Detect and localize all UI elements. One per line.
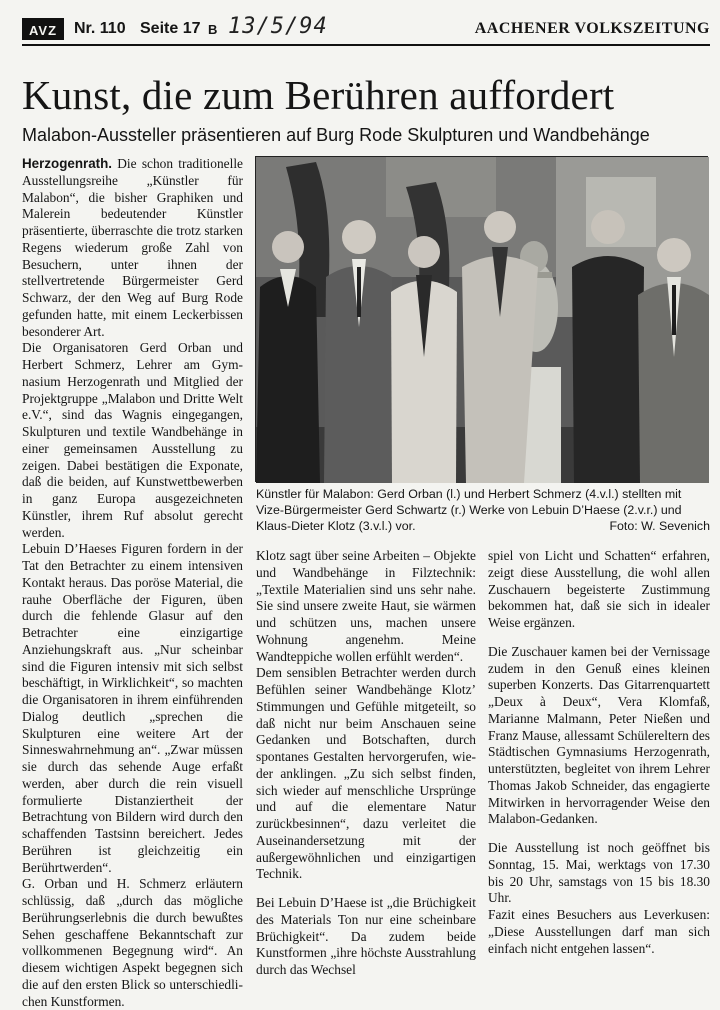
article-paragraph: Fazit eines Besuchers aus Leverkusen: „Diese Ausstellungen darf man sich einfach nicht entgehen lassen“. (488, 907, 710, 956)
article-paragraph: Lebuin D’Haeses Figuren fordern in der Tat den Betrachter zu einem intensiven Kontakt heraus. Das poröse Material, die rauhe Oberfläche der Figuren, üben durch die fehlende Glasur auf den Betrachter eine einzigartige Anziehungskraft aus. „Nur scheinbar sind die Figuren intensiv mit sich selbst beschäftigt, in Wirklichkeit“, so machten die Organisatoren in ihrem einführenden Dialog deutlich „sprechen die Skulpturen eine weitere Art der Sinneswahrnehmung an“. „Zwar müssen sie durch das sehende Auge erfaßt werden, aber durch die rein visuell formulierte Distanziertheit der Betrachtung von Bildern wird durch den schaffenden Tastsinn bereichert. Jedes Berühren ist gleichzeitig ein Berührtwerden“. (22, 541, 243, 875)
photo-illustration (256, 157, 709, 483)
article-paragraph: Klotz sagt über seine Arbeiten – Objekte und Wandbehänge in Filztechnik: „Textile Materialien sind uns sehr nahe. Sie sind unsere zweite Haut, sie wärmen und schützen uns, machen unsere Wohnung angenehm. Meine Wandteppiche wollen erfühlt werden“. (256, 548, 476, 664)
paper-name: AACHENER VOLKSZEITUNG (474, 20, 710, 37)
page-number: Seite 17 (140, 20, 201, 37)
photo-credit: Foto: W. Sevenich (609, 519, 710, 533)
photo-caption (256, 486, 710, 534)
article-paragraph: Die Ausstellung ist noch geöffnet bis Sonntag, 15. Mai, werktags von 17.30 bis 20 Uhr, samstags von 15 bis 18.30 Uhr. (488, 840, 710, 906)
paragraph-text: Die schon traditionelle Ausstellungsreihe „Künstler für Malabon“, die bisher Graphiken und Malerein bedeutender Künstler präsentierte, überraschte die trotz starken Regens wiederum große Zahl von Besuchern, unter ihnen der stellvertretende Bürgermeister Gerd Schwarz, der den Weg auf Burg Rode gefunden hatte, mit einem Leckerbissen besonderer Art. (22, 156, 243, 339)
article-paragraph: Die Zuschauer kamen bei der Vernissage zudem in den Genuß eines kleinen superben Konzerts. Das Gitarrenquartett „Deux à Deux“, Vera Klomfaß, Marianne Malmann, Peter Nießen und Franz Mause, allessamt Schülereltern des Städtischen Gymnasiums Herzogenrath, unterstützten, begleitet von ihrem Lehrer Thomas Jakob Schneider, das engagierte Mitwirken in hervorragender Weise den Malabon-Gedanken. (488, 643, 710, 827)
caption-text: Künstler für Malabon: Gerd Orban (l.) und Herbert Schmerz (4.v.l.) stellten mit Vize-Bürgermeister Gerd Schwartz (r.) Werke von Lebuin D’Haese (2.v.r.) und Klaus-Dieter Klotz (3.v.l.) vor. (256, 487, 682, 533)
article-paragraph: spiel von Licht und Schatten“ erfahren, zeigt diese Ausstellung, die wohl allen Zuschauern begeisterte Zustimmung bekommen hat, daß sie sich in idealer Weise ergänzen. (488, 548, 710, 630)
article-paragraph: Bei Lebuin D’Haese ist „die Brüchigkeit des Materials Ton nur eine scheinbare Brüchigkeit“. Da zudem beide Kunstformen „ihre höchste Ausstrahlung durch das Wechsel (256, 895, 476, 977)
article-column-1 (22, 156, 243, 1009)
masthead (22, 14, 710, 44)
article-photo (255, 156, 708, 482)
article-headline: Kunst, die zum Berühren auffordert (22, 72, 615, 118)
issue-number: Nr. 110 (74, 20, 126, 37)
article-paragraph: Die Organisatoren Gerd Orban und Herbert Schmerz, Lehrer am Gymnasium Herzogenrath und Mitglied der Projektgruppe „Malabon und Dritte Welt e.V.“, sind das Wagnis eingegangen, Skulpturen und textile Wandbehänge in einer gemeinsamen Ausstellung zu zeigen. Dabei bestätigen die Exponate, daß die beiden, auf Kunstwettbewerben in ganz Europa ausgezeichneten Künstler, ihrem Ruf absolut gerecht werden. (22, 340, 243, 540)
article-subheadline: Malabon-Aussteller präsentieren auf Burg Rode Skulpturen und Wandbehänge (22, 125, 650, 145)
masthead-rule (22, 44, 710, 46)
article-column-3 (488, 548, 710, 990)
article-paragraph (22, 156, 243, 340)
article-column-2 (256, 548, 476, 990)
handwritten-date: 13/5/94 (228, 14, 328, 39)
section-letter: B (208, 22, 218, 37)
article-paragraph: Dem sensiblen Betrachter werden durch Befühlen seiner Wandbehänge Klotz’ Stimmungen und Gefühle mitgeteilt, so daß nicht nur beim Anschauen seine Gedanken und Botschaften, durch spontanes Gestalten hervorgerufen, wieder anklingen. „Zu sich selbst finden, sich wieder auf menschliche Ursprünge und auf die elementare Natur zurückbesinnen“, dazu verleitet die Auseinandersetzung mit der außergewöhnlichen und einzigartigen Technik. (256, 665, 476, 882)
newspaper-logo: AVZ (22, 18, 64, 40)
dateline: Herzogenrath. (22, 156, 113, 171)
article-paragraph: G. Orban und H. Schmerz erläutern schlüssig, daß „durch das mögliche Berührungserlebnis die durch bewußtes Sehen geschaffene Bekanntschaft zur vollkommenen Begegnung wird“. An diesem wichtigen Aspekt begegnen sich die auf den ersten Blick so unterschiedlichen Kunstformen. (22, 876, 243, 1009)
